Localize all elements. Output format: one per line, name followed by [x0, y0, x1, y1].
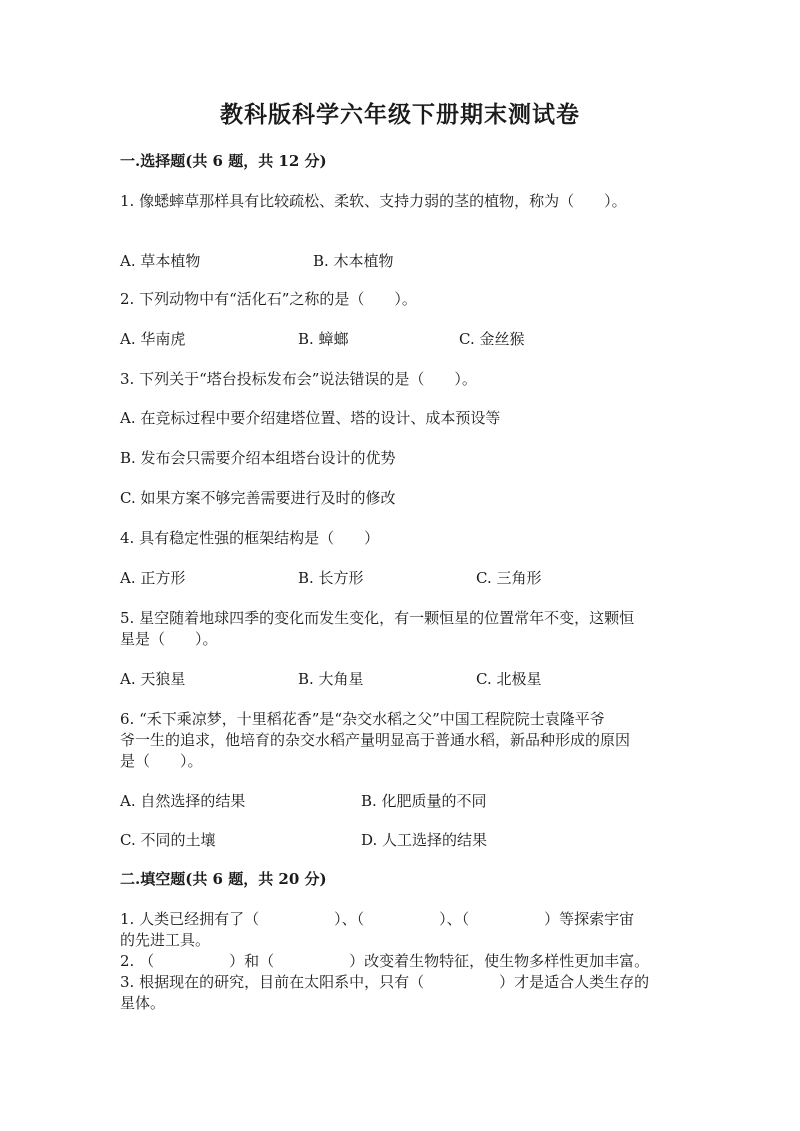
- question-2-option-a: A. 华南虎: [120, 330, 186, 348]
- fill-blank-line-3: 2. （ ）和（ ）改变着生物特征，使生物多样性更加丰富。: [120, 952, 650, 970]
- section-heading-choice: 一.选择题(共 6 题，共 12 分): [120, 152, 327, 170]
- question-4-option-c: C. 三角形: [476, 569, 542, 587]
- question-3-option-c: C. 如果方案不够完善需要进行及时的修改: [120, 489, 396, 507]
- question-3-option-a: A. 在竞标过程中要介绍建塔位置、塔的设计、成本预设等: [120, 409, 501, 427]
- question-6-option-d: D. 人工选择的结果: [361, 831, 488, 849]
- question-4-stem: 4. 具有稳定性强的框架结构是（ ）: [120, 529, 380, 547]
- section-heading-fill-blank: 二.填空题(共 6 题，共 20 分): [120, 870, 327, 888]
- question-3-stem: 3. 下列关于“塔台投标发布会”说法错误的是（ ）。: [120, 370, 477, 388]
- question-6-option-b: B. 化肥质量的不同: [361, 792, 487, 810]
- question-5-option-c: C. 北极星: [476, 670, 542, 688]
- question-6-stem-line-2: 爷一生的追求，他培育的杂交水稻产量明显高于普通水稻，新品种形成的原因: [120, 731, 631, 749]
- question-6-stem-line-1: 6. “禾下乘凉梦，十里稻花香”是“杂交水稻之父”中国工程院院士袁隆平爷: [120, 710, 605, 728]
- question-5-stem-line-2: 星是（ ）。: [120, 630, 218, 648]
- question-1-option-b: B. 木本植物: [313, 252, 394, 270]
- fill-blank-line-2: 的先进工具。: [120, 931, 211, 949]
- fill-blank-line-5: 星体。: [120, 994, 166, 1012]
- question-4-option-a: A. 正方形: [120, 569, 186, 587]
- fill-blank-line-4: 3. 根据现在的研究，目前在太阳系中，只有（ ）才是适合人类生存的: [120, 973, 650, 991]
- page-title: 教科版科学六年级下册期末测试卷: [220, 101, 580, 128]
- fill-blank-line-1: 1. 人类已经拥有了（ ）、（ ）、（ ）等探索宇宙: [120, 910, 635, 928]
- question-2-option-c: C. 金丝猴: [459, 330, 525, 348]
- question-1-option-a: A. 草本植物: [120, 252, 201, 270]
- question-6-stem-line-3: 是（ ）。: [120, 752, 203, 770]
- question-6-option-a: A. 自然选择的结果: [120, 792, 246, 810]
- question-6-option-c: C. 不同的土壤: [120, 831, 216, 849]
- question-5-stem-line-1: 5. 星空随着地球四季的变化而发生变化，有一颗恒星的位置常年不变，这颗恒: [120, 609, 635, 627]
- question-2-stem: 2. 下列动物中有“活化石”之称的是（ ）。: [120, 290, 417, 308]
- question-4-option-b: B. 长方形: [298, 569, 364, 587]
- question-1-stem: 1. 像蟋蟀草那样具有比较疏松、柔软、支持力弱的茎的植物，称为（ ）。: [120, 192, 627, 210]
- question-3-option-b: B. 发布会只需要介绍本组塔台设计的优势: [120, 449, 396, 467]
- question-2-option-b: B. 蟑螂: [298, 330, 349, 348]
- question-5-option-a: A. 天狼星: [120, 670, 186, 688]
- question-5-option-b: B. 大角星: [298, 670, 364, 688]
